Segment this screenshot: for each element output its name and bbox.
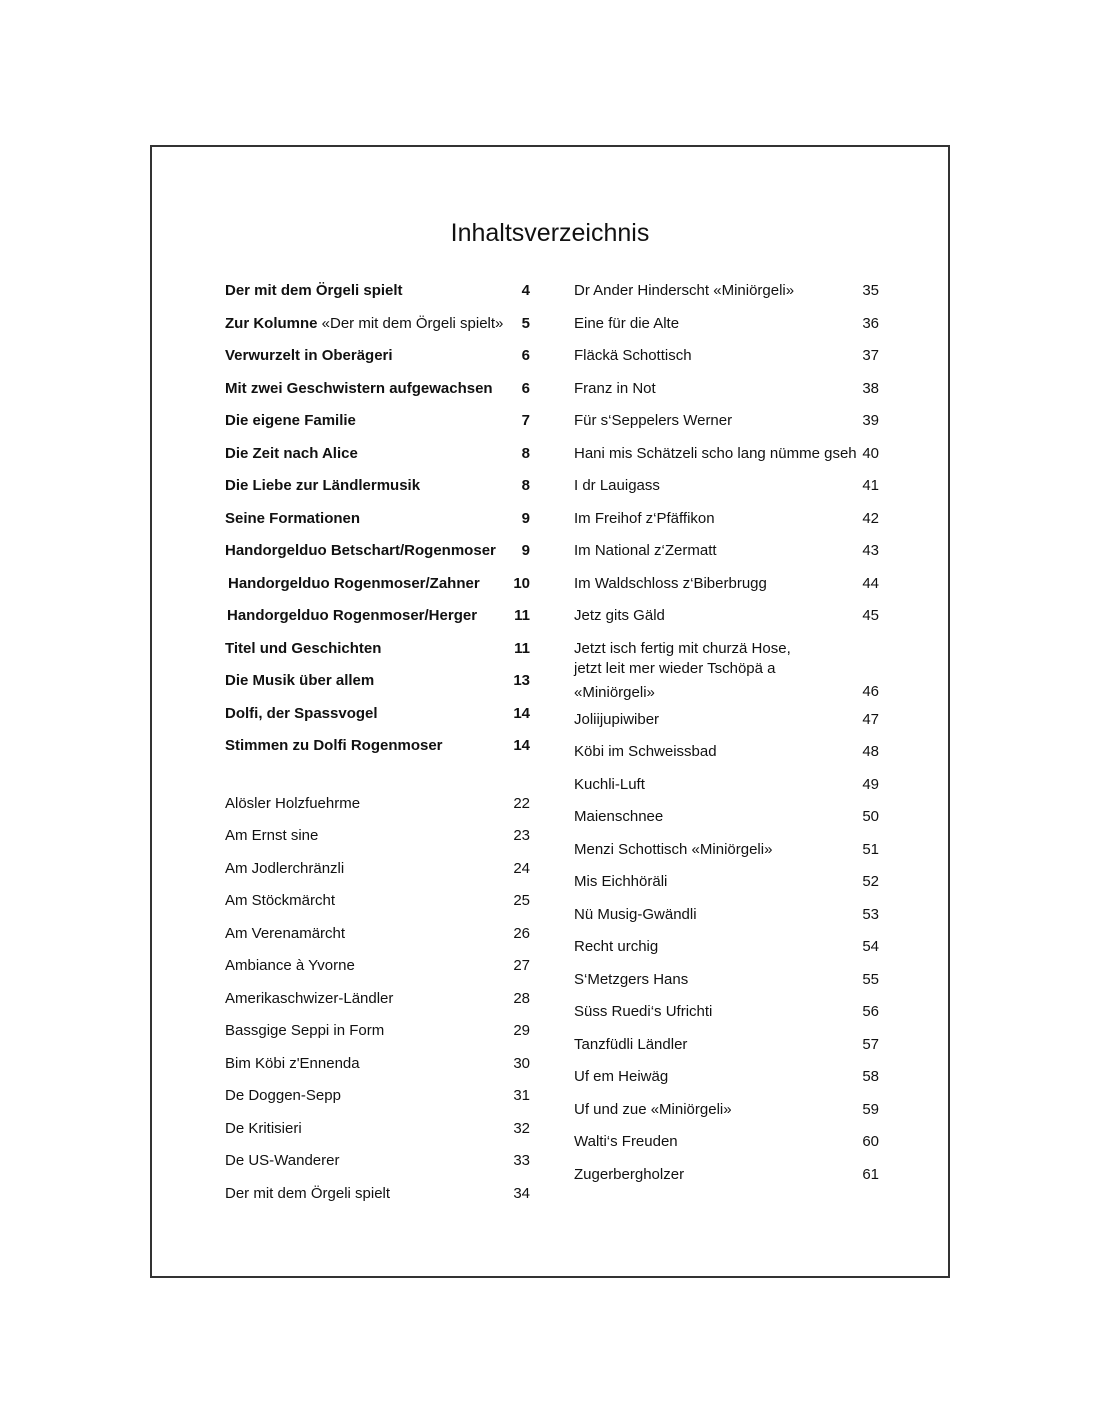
toc-entry-label <box>227 605 477 627</box>
toc-entry-label <box>574 871 667 893</box>
toc-entry-page: 30 <box>513 1054 530 1072</box>
toc-entry[interactable] <box>225 443 530 476</box>
toc-entry-label <box>574 709 659 731</box>
toc-entry-title: Dolfi, der Spassvogel <box>225 704 378 722</box>
toc-entry-page: 35 <box>862 282 879 299</box>
toc-entry-page: 42 <box>862 509 879 527</box>
toc-entry-page: 51 <box>862 840 879 858</box>
toc-entry-page: 23 <box>513 827 530 844</box>
toc-entry-label <box>574 573 767 595</box>
toc-entry-page: 11 <box>514 607 530 624</box>
toc-entry-title: Recht urchig <box>574 938 659 955</box>
toc-entry-label <box>225 638 381 660</box>
toc-entry-page: 4 <box>521 282 530 299</box>
toc-entry[interactable] <box>574 443 879 476</box>
toc-entry-page: 45 <box>862 607 879 624</box>
toc-entry-page: 24 <box>513 859 530 877</box>
toc-entry[interactable] <box>574 904 879 937</box>
toc-entry-subtitle: «Miniörgeli» <box>687 840 773 858</box>
toc-entry[interactable] <box>225 540 530 573</box>
toc-entry-page: 33 <box>513 1152 530 1169</box>
toc-entry-label <box>574 1034 687 1056</box>
toc-entry-page: 55 <box>862 970 879 988</box>
toc-entry-label <box>228 573 480 595</box>
toc-entry-label <box>225 1085 341 1107</box>
toc-entry-title: Verwurzelt in Oberägeri <box>225 347 393 364</box>
toc-entry-title: Köbi im Schweissbad <box>574 743 717 760</box>
toc-entry-title: Seine Formationen <box>225 509 361 527</box>
toc-entry-label <box>574 313 679 335</box>
toc-entry-page: 49 <box>862 775 879 793</box>
toc-entry-title: Bim Köbi z'Ennenda <box>225 1054 360 1072</box>
toc-entry-title: De US-Wanderer <box>225 1152 340 1169</box>
toc-entry-title: Der mit dem Örgeli spielt <box>225 1184 391 1202</box>
toc-entry[interactable] <box>574 378 879 411</box>
toc-entry[interactable] <box>574 839 879 872</box>
toc-entry-page: 32 <box>513 1119 530 1137</box>
toc-entry-title: Ambiance à Yvorne <box>225 957 355 974</box>
toc-entry-label <box>225 313 503 335</box>
toc-entry-title: Im Waldschloss z‘Biberbrugg <box>574 574 767 592</box>
toc-entry-title: Im National z‘Zermatt <box>574 542 717 559</box>
toc-entry[interactable] <box>574 1099 879 1132</box>
toc-entry-title: Menzi Schottisch <box>574 840 688 858</box>
toc-entry-title: Am Ernst sine <box>225 827 319 844</box>
toc-entry-title: I dr Lauigass <box>574 477 660 494</box>
toc-entry-page: 60 <box>862 1133 879 1150</box>
toc-entry-page: 25 <box>513 892 530 909</box>
toc-entry[interactable] <box>225 923 530 956</box>
toc-entry-page: 8 <box>521 444 530 462</box>
toc-entry-label <box>225 670 374 692</box>
page-frame <box>150 145 950 1278</box>
toc-column-right <box>574 280 879 1196</box>
toc-entry[interactable] <box>225 638 530 671</box>
toc-entry-page: 40 <box>862 444 879 462</box>
toc-entry-label <box>225 378 493 400</box>
toc-entry[interactable] <box>225 378 530 411</box>
toc-entry-label <box>574 1001 712 1023</box>
toc-entry-label <box>225 890 335 912</box>
toc-entry-page: 8 <box>521 477 530 494</box>
toc-entry-label <box>225 345 393 367</box>
toc-entry[interactable] <box>574 806 879 839</box>
toc-entry-label <box>574 378 656 400</box>
toc-entry-page: 38 <box>862 379 879 397</box>
toc-entry-label-line: jetzt leit mer wieder Tschöpä a <box>574 659 776 677</box>
toc-entry-label <box>225 825 318 847</box>
toc-entry-title: Handorgelduo Rogenmoser/Herger <box>227 607 478 624</box>
toc-entry[interactable] <box>225 1183 530 1216</box>
toc-entry-label <box>225 923 345 945</box>
toc-entry[interactable] <box>574 1034 879 1067</box>
toc-entry[interactable] <box>225 1053 530 1086</box>
toc-entry-page: 14 <box>513 737 530 754</box>
toc-entry-title: Die Musik über allem <box>225 672 375 689</box>
toc-entry[interactable] <box>225 1118 530 1151</box>
toc-entry-title: Titel und Geschichten <box>225 639 382 657</box>
toc-entry-label-line: «Miniörgeli» <box>574 683 655 701</box>
toc-entry-label <box>225 508 360 530</box>
toc-entry[interactable] <box>574 774 879 807</box>
toc-entry-label <box>574 839 772 861</box>
toc-entry-title: Joliijupiwiber <box>574 710 660 728</box>
toc-entry-title: Süss Ruedi‘s Ufrichti <box>574 1003 713 1020</box>
toc-entry-title: Im Freihof z‘Pfäffikon <box>574 509 715 527</box>
toc-entry-title: Der mit dem Örgeli spielt <box>225 282 403 299</box>
toc-entry-page: 6 <box>521 379 530 397</box>
toc-entry-label <box>225 858 344 880</box>
toc-entry[interactable] <box>225 573 530 606</box>
toc-entry-page: 10 <box>513 574 530 592</box>
toc-entry-page: 6 <box>521 347 530 364</box>
toc-entry-page: 58 <box>862 1068 879 1085</box>
toc-entry-title: Am Stöckmärcht <box>225 892 336 909</box>
toc-entry-label <box>225 475 420 497</box>
toc-entry-page: 11 <box>514 639 530 657</box>
toc-entry-label <box>225 280 403 302</box>
toc-entry-page: 56 <box>862 1003 879 1020</box>
toc-entry[interactable] <box>225 345 530 378</box>
toc-entry-label <box>225 540 496 562</box>
toc-entry-label <box>574 774 645 796</box>
toc-entry-page: 26 <box>513 924 530 942</box>
toc-entry[interactable] <box>225 890 530 923</box>
toc-entry-title: Uf em Heiwäg <box>574 1068 669 1085</box>
toc-entry-label <box>225 735 443 757</box>
toc-entry-label <box>574 605 665 627</box>
toc-column-left <box>225 280 530 1215</box>
toc-entry-page: 59 <box>862 1100 879 1118</box>
toc-entry-page: 53 <box>862 905 879 923</box>
toc-entry-label <box>574 1164 684 1186</box>
toc-entry-page: 50 <box>862 808 879 825</box>
toc-entry-label <box>574 639 834 703</box>
toc-entry-label <box>574 410 732 432</box>
toc-entry[interactable] <box>574 280 879 313</box>
toc-entry[interactable] <box>574 741 879 774</box>
toc-entry-title: Handorgelduo Betschart/Rogenmoser <box>225 542 496 559</box>
toc-entry-label <box>574 540 717 562</box>
toc-entry[interactable] <box>225 735 530 768</box>
toc-entry[interactable] <box>225 988 530 1021</box>
toc-entry-page: 54 <box>862 938 879 955</box>
toc-entry-page: 57 <box>862 1035 879 1053</box>
toc-entry-title: Zugerbergholzer <box>574 1165 685 1183</box>
toc-entry-label <box>225 410 356 432</box>
toc-entry-label <box>225 1183 390 1205</box>
toc-entry-title: Die eigene Familie <box>225 412 356 429</box>
toc-entry-title: Maienschnee <box>574 808 664 825</box>
toc-entry-page: 27 <box>513 957 530 974</box>
toc-entry-page: 34 <box>513 1184 530 1202</box>
toc-entry[interactable] <box>225 858 530 891</box>
toc-entry-label <box>574 969 688 991</box>
toc-entry-subtitle: «Miniörgeli» <box>709 282 795 299</box>
toc-entry-title: Mit zwei Geschwistern aufgewachsen <box>225 379 493 397</box>
toc-entry-page: 46 <box>862 682 879 700</box>
toc-entry-title: Amerikaschwizer-Ländler <box>225 989 394 1007</box>
toc-entry-title: Am Jodlerchränzli <box>225 859 345 877</box>
toc-entry-title: Tanzfüdli Ländler <box>574 1035 688 1053</box>
toc-entry-page: 48 <box>862 743 879 760</box>
toc-entry-page: 29 <box>513 1022 530 1039</box>
toc-entry[interactable] <box>574 638 879 709</box>
toc-entry-page: 41 <box>862 477 879 494</box>
toc-entry[interactable] <box>574 410 879 443</box>
toc-entry-page: 37 <box>862 347 879 364</box>
toc-entry[interactable] <box>574 1066 879 1099</box>
toc-entry[interactable] <box>225 1085 530 1118</box>
toc-entry[interactable] <box>225 280 530 313</box>
toc-entry-label <box>574 1099 732 1121</box>
toc-entry-page: 31 <box>513 1087 530 1104</box>
page-title: Inhaltsverzeichnis <box>450 219 650 247</box>
toc-entry-title: Eine für die Alte <box>574 314 680 332</box>
toc-entry-page: 13 <box>513 672 530 689</box>
toc-entry[interactable] <box>225 955 530 988</box>
toc-entry-page: 44 <box>862 574 879 592</box>
toc-entry[interactable] <box>225 313 530 346</box>
toc-entry-title: De Doggen-Sepp <box>225 1087 341 1104</box>
toc-entry-title: Zur Kolumne <box>225 314 318 332</box>
toc-entry[interactable] <box>225 410 530 443</box>
toc-entry-label-line: Jetzt isch fertig mit churzä Hose, <box>574 639 791 657</box>
toc-entry[interactable] <box>574 1001 879 1034</box>
toc-entry-label <box>225 793 360 815</box>
toc-entry-label <box>225 1020 384 1042</box>
toc-entry-title: Dr Ander Hinderscht <box>574 282 710 299</box>
toc-entry[interactable] <box>574 709 879 742</box>
toc-entry-label <box>225 1150 339 1172</box>
toc-entry-title: Für s‘Seppelers Werner <box>574 412 733 429</box>
toc-entry-label <box>574 936 658 958</box>
toc-entry[interactable] <box>225 703 530 736</box>
toc-entry[interactable] <box>574 475 879 508</box>
toc-entry-subtitle: «Der mit dem Örgeli spielt» <box>317 314 504 332</box>
toc-entry-label <box>574 1131 678 1153</box>
toc-entry-title: Fläckä Schottisch <box>574 347 692 364</box>
toc-entry-page: 52 <box>862 873 879 890</box>
toc-entry-title: S‘Metzgers Hans <box>574 970 689 988</box>
toc-entry[interactable] <box>225 1020 530 1053</box>
toc-entry-title: Hani mis Schätzeli scho lang nümme gseh <box>574 444 857 462</box>
toc-entry-title: Die Liebe zur Ländlermusik <box>225 477 421 494</box>
toc-entry[interactable] <box>574 313 879 346</box>
toc-entry-label <box>225 443 358 465</box>
section-gap <box>225 768 530 793</box>
toc-entry[interactable] <box>225 1150 530 1183</box>
toc-entry-title: Uf und zue <box>574 1100 647 1118</box>
toc-entry[interactable] <box>225 605 530 638</box>
toc-entry[interactable] <box>574 1164 879 1197</box>
toc-entry-title: Jetz gits Gäld <box>574 607 665 624</box>
toc-entry-page: 9 <box>521 542 530 559</box>
toc-entry-title: Die Zeit nach Alice <box>225 444 358 462</box>
toc-entry-label <box>225 1118 302 1140</box>
toc-entry-title: Am Verenamärcht <box>225 924 346 942</box>
toc-entry[interactable] <box>574 345 879 378</box>
toc-entry[interactable] <box>574 1131 879 1164</box>
toc-entry[interactable] <box>225 508 530 541</box>
toc-entry-title: Walti‘s Freuden <box>574 1133 678 1150</box>
toc-entry[interactable] <box>225 793 530 826</box>
toc-entry-page: 36 <box>862 314 879 332</box>
toc-entry[interactable] <box>574 540 879 573</box>
toc-entry-page: 61 <box>862 1165 879 1183</box>
toc-entry-title: Nü Musig-Gwändli <box>574 905 697 923</box>
toc-entry-title: De Kritisieri <box>225 1119 302 1137</box>
toc-entry[interactable] <box>225 670 530 703</box>
toc-entry-title: Kuchli-Luft <box>574 775 645 793</box>
toc-entry-label <box>574 904 697 926</box>
toc-entry-label <box>225 1053 360 1075</box>
toc-entry-page: 28 <box>513 989 530 1007</box>
toc-entry-page: 7 <box>521 412 530 429</box>
toc-entry[interactable] <box>574 573 879 606</box>
toc-entry-label <box>574 475 660 497</box>
toc-entry-page: 5 <box>521 314 530 332</box>
toc-entry-title: Alösler Holzfuehrme <box>225 794 361 812</box>
toc-entry-page: 47 <box>862 710 879 728</box>
toc-entry-label <box>574 443 857 465</box>
toc-entry-label <box>574 280 794 302</box>
toc-entry-title: Franz in Not <box>574 379 656 397</box>
toc-entry-title: Stimmen zu Dolfi Rogenmoser <box>225 737 443 754</box>
toc-entry-label <box>574 508 715 530</box>
toc-entry[interactable] <box>225 825 530 858</box>
toc-entry-page: 9 <box>521 509 530 527</box>
toc-entry-label <box>574 806 663 828</box>
toc-entry[interactable] <box>574 605 879 638</box>
toc-entry-page: 14 <box>513 704 530 722</box>
toc-entry[interactable] <box>574 508 879 541</box>
toc-entry-label <box>574 741 717 763</box>
toc-entry-title: Handorgelduo Rogenmoser/Zahner <box>228 574 480 592</box>
toc-entry[interactable] <box>574 936 879 969</box>
toc-entry-label <box>225 988 393 1010</box>
toc-entry-label <box>574 1066 668 1088</box>
toc-entry-label <box>574 345 692 367</box>
toc-entry-subtitle: «Miniörgeli» <box>646 1100 732 1118</box>
toc-entry[interactable] <box>225 475 530 508</box>
toc-entry-title: Bassgige Seppi in Form <box>225 1022 385 1039</box>
toc-entry-title: Mis Eichhöräli <box>574 873 668 890</box>
toc-entry-page: 39 <box>862 412 879 429</box>
toc-entry[interactable] <box>574 969 879 1002</box>
toc-entry-page: 22 <box>513 794 530 812</box>
toc-entry-label <box>225 703 378 725</box>
toc-entry-page: 43 <box>862 542 879 559</box>
toc-entry-label <box>225 955 355 977</box>
toc-entry[interactable] <box>574 871 879 904</box>
